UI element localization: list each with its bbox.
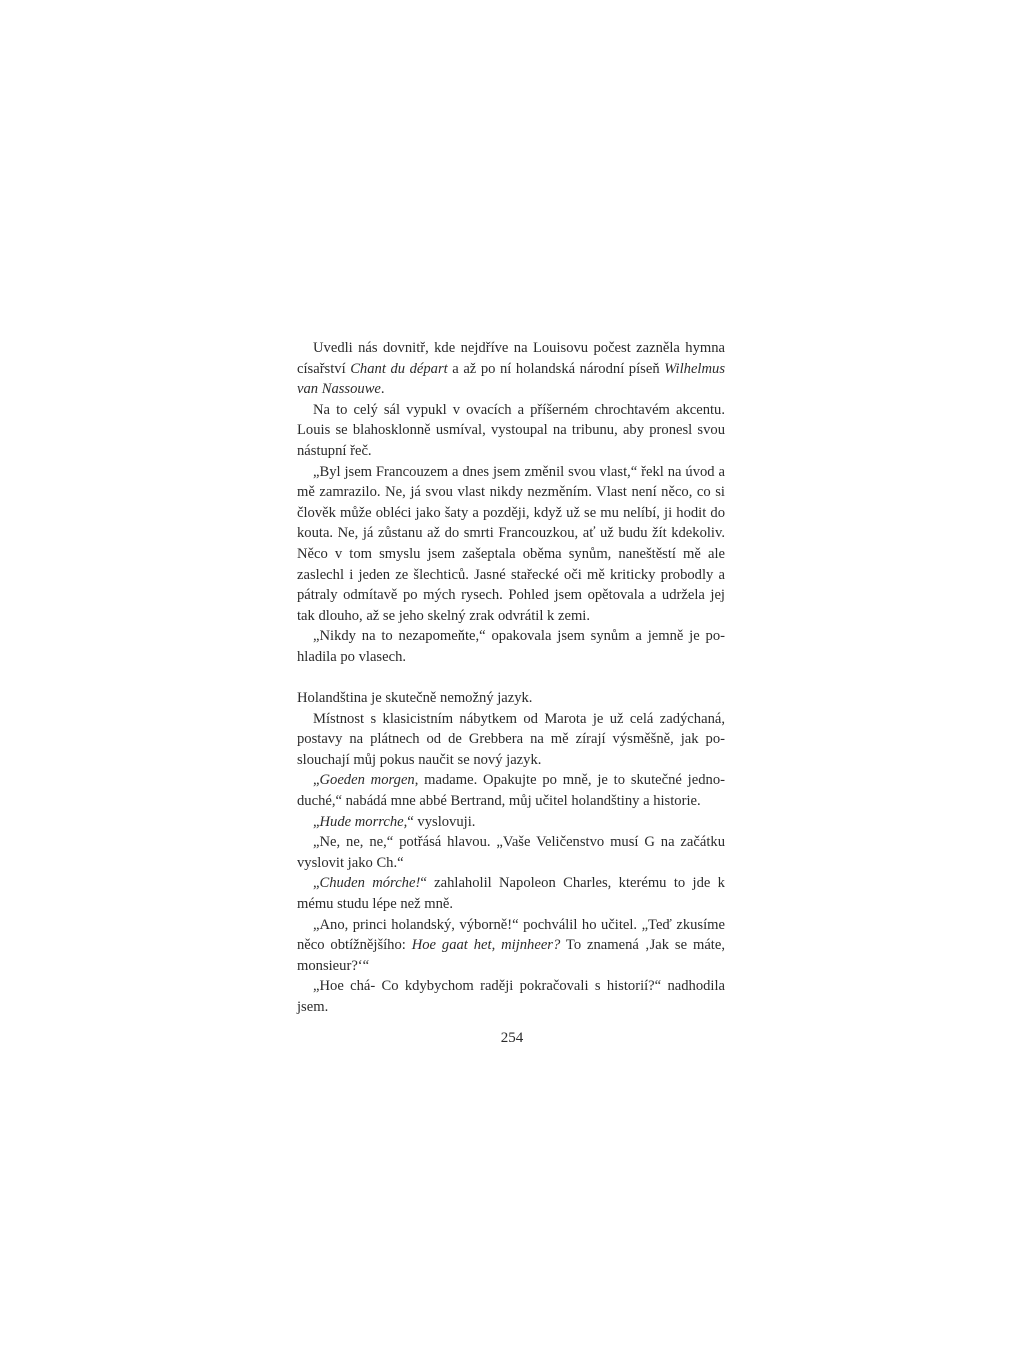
paragraph-text: “ zahlaholil Napoleon Charles, kterému to jde k mému studu lépe než mně. xyxy=(297,875,725,913)
paragraph-text: . xyxy=(380,381,385,398)
italic-phrase: Goeden morgen xyxy=(319,772,415,789)
paragraph: Na to celý sál vypukl v ovacích a příšerném chrochtavém akcentu. Louis se blahosklonně usmíval, vystoupal na tribunu, aby pronesl svou nástupní řeč. xyxy=(297,401,725,459)
page-number: 254 xyxy=(500,1030,524,1046)
paragraph xyxy=(297,915,725,977)
quote-mark: „ xyxy=(313,813,320,830)
paragraph xyxy=(297,770,725,811)
paragraph-text: a až po ní holandská národní píseň xyxy=(447,360,665,377)
paragraph xyxy=(297,812,725,833)
paragraph: Holandština je skutečně nemožný jazyk. xyxy=(297,690,533,707)
paragraph-text: “ vyslovuji. xyxy=(407,813,476,830)
paragraph: „Nikdy na to nezapomeňte,“ opakovala jsem synům a jemně je pohladila po vlasech. xyxy=(297,628,725,665)
paragraph-text: To znamená ‚Jak se máte, monsieur?‘“ xyxy=(297,937,725,974)
paragraph-text: „Ano, princi holandský, výborně!“ pochválil ho učitel. „Teď zkusíme něco obtížnějšího: xyxy=(297,916,725,954)
paragraph xyxy=(297,338,725,400)
italic-title: Chant du départ xyxy=(350,360,448,377)
italic-phrase: Hude morrche, xyxy=(319,813,408,830)
quote-mark: „ xyxy=(313,772,320,789)
body-text xyxy=(297,338,725,1018)
paragraph-text: Uvedli nás dovnitř, kde nejdříve na Louisovu počest zazněla hymna císařství xyxy=(297,340,725,377)
quote-mark: „ xyxy=(313,875,320,892)
italic-phrase: Hoe gaat het, mijnheer? xyxy=(411,937,561,954)
paragraph xyxy=(297,873,725,914)
section-break xyxy=(297,668,725,689)
paragraph: „Hoe chá- Co kdybychom raději pokračovali s historií?“ nadhodila jsem. xyxy=(297,978,725,1015)
paragraph: „Ne, ne, ne,“ potřásá hlavou. „Vaše Veličenstvo musí G na začátku vyslovit jako Ch.“ xyxy=(297,834,725,871)
paragraph-text: , madame. Opakujte po mně, je to skutečné jednoduché,“ nabádá mne abbé Bertrand, můj učitel holandštiny a historie. xyxy=(297,772,725,810)
italic-phrase: Chuden mórche! xyxy=(319,875,421,892)
italic-title: Wilhelmus van Nassouwe xyxy=(297,360,725,398)
paragraph: „Byl jsem Francouzem a dnes jsem změnil svou vlast,“ řekl na úvod a mě zamrazilo. Ne, já svou vlast nikdy nezměním. Vlast není něco, co si člověk může obléci jako šaty a později, když už se mu nelíbí, ji hodit do kouta. Ne, já zůstanu až do smrti Francouzkou, ať už budu žít kdekoliv. Něco v tom smyslu jsem zašeptala oběma synům, naneštěstí mě ale zaslechl i jeden ze šlechticů. Jasné stařecké oči mě kriticky probodly a pátraly odmítavě po mých rysech. Pohled jsem opětovala a udržela jej tak dlouho, až se jeho skelný zrak odvrátil k zemi. xyxy=(297,463,725,624)
paragraph: Místnost s klasicistním nábytkem od Marota je už celá zadýchaná, postavy na plátnech od de Grebbera na mě zírají výsměšně, jak poslouchají můj pokus naučit se nový jazyk. xyxy=(297,710,725,768)
